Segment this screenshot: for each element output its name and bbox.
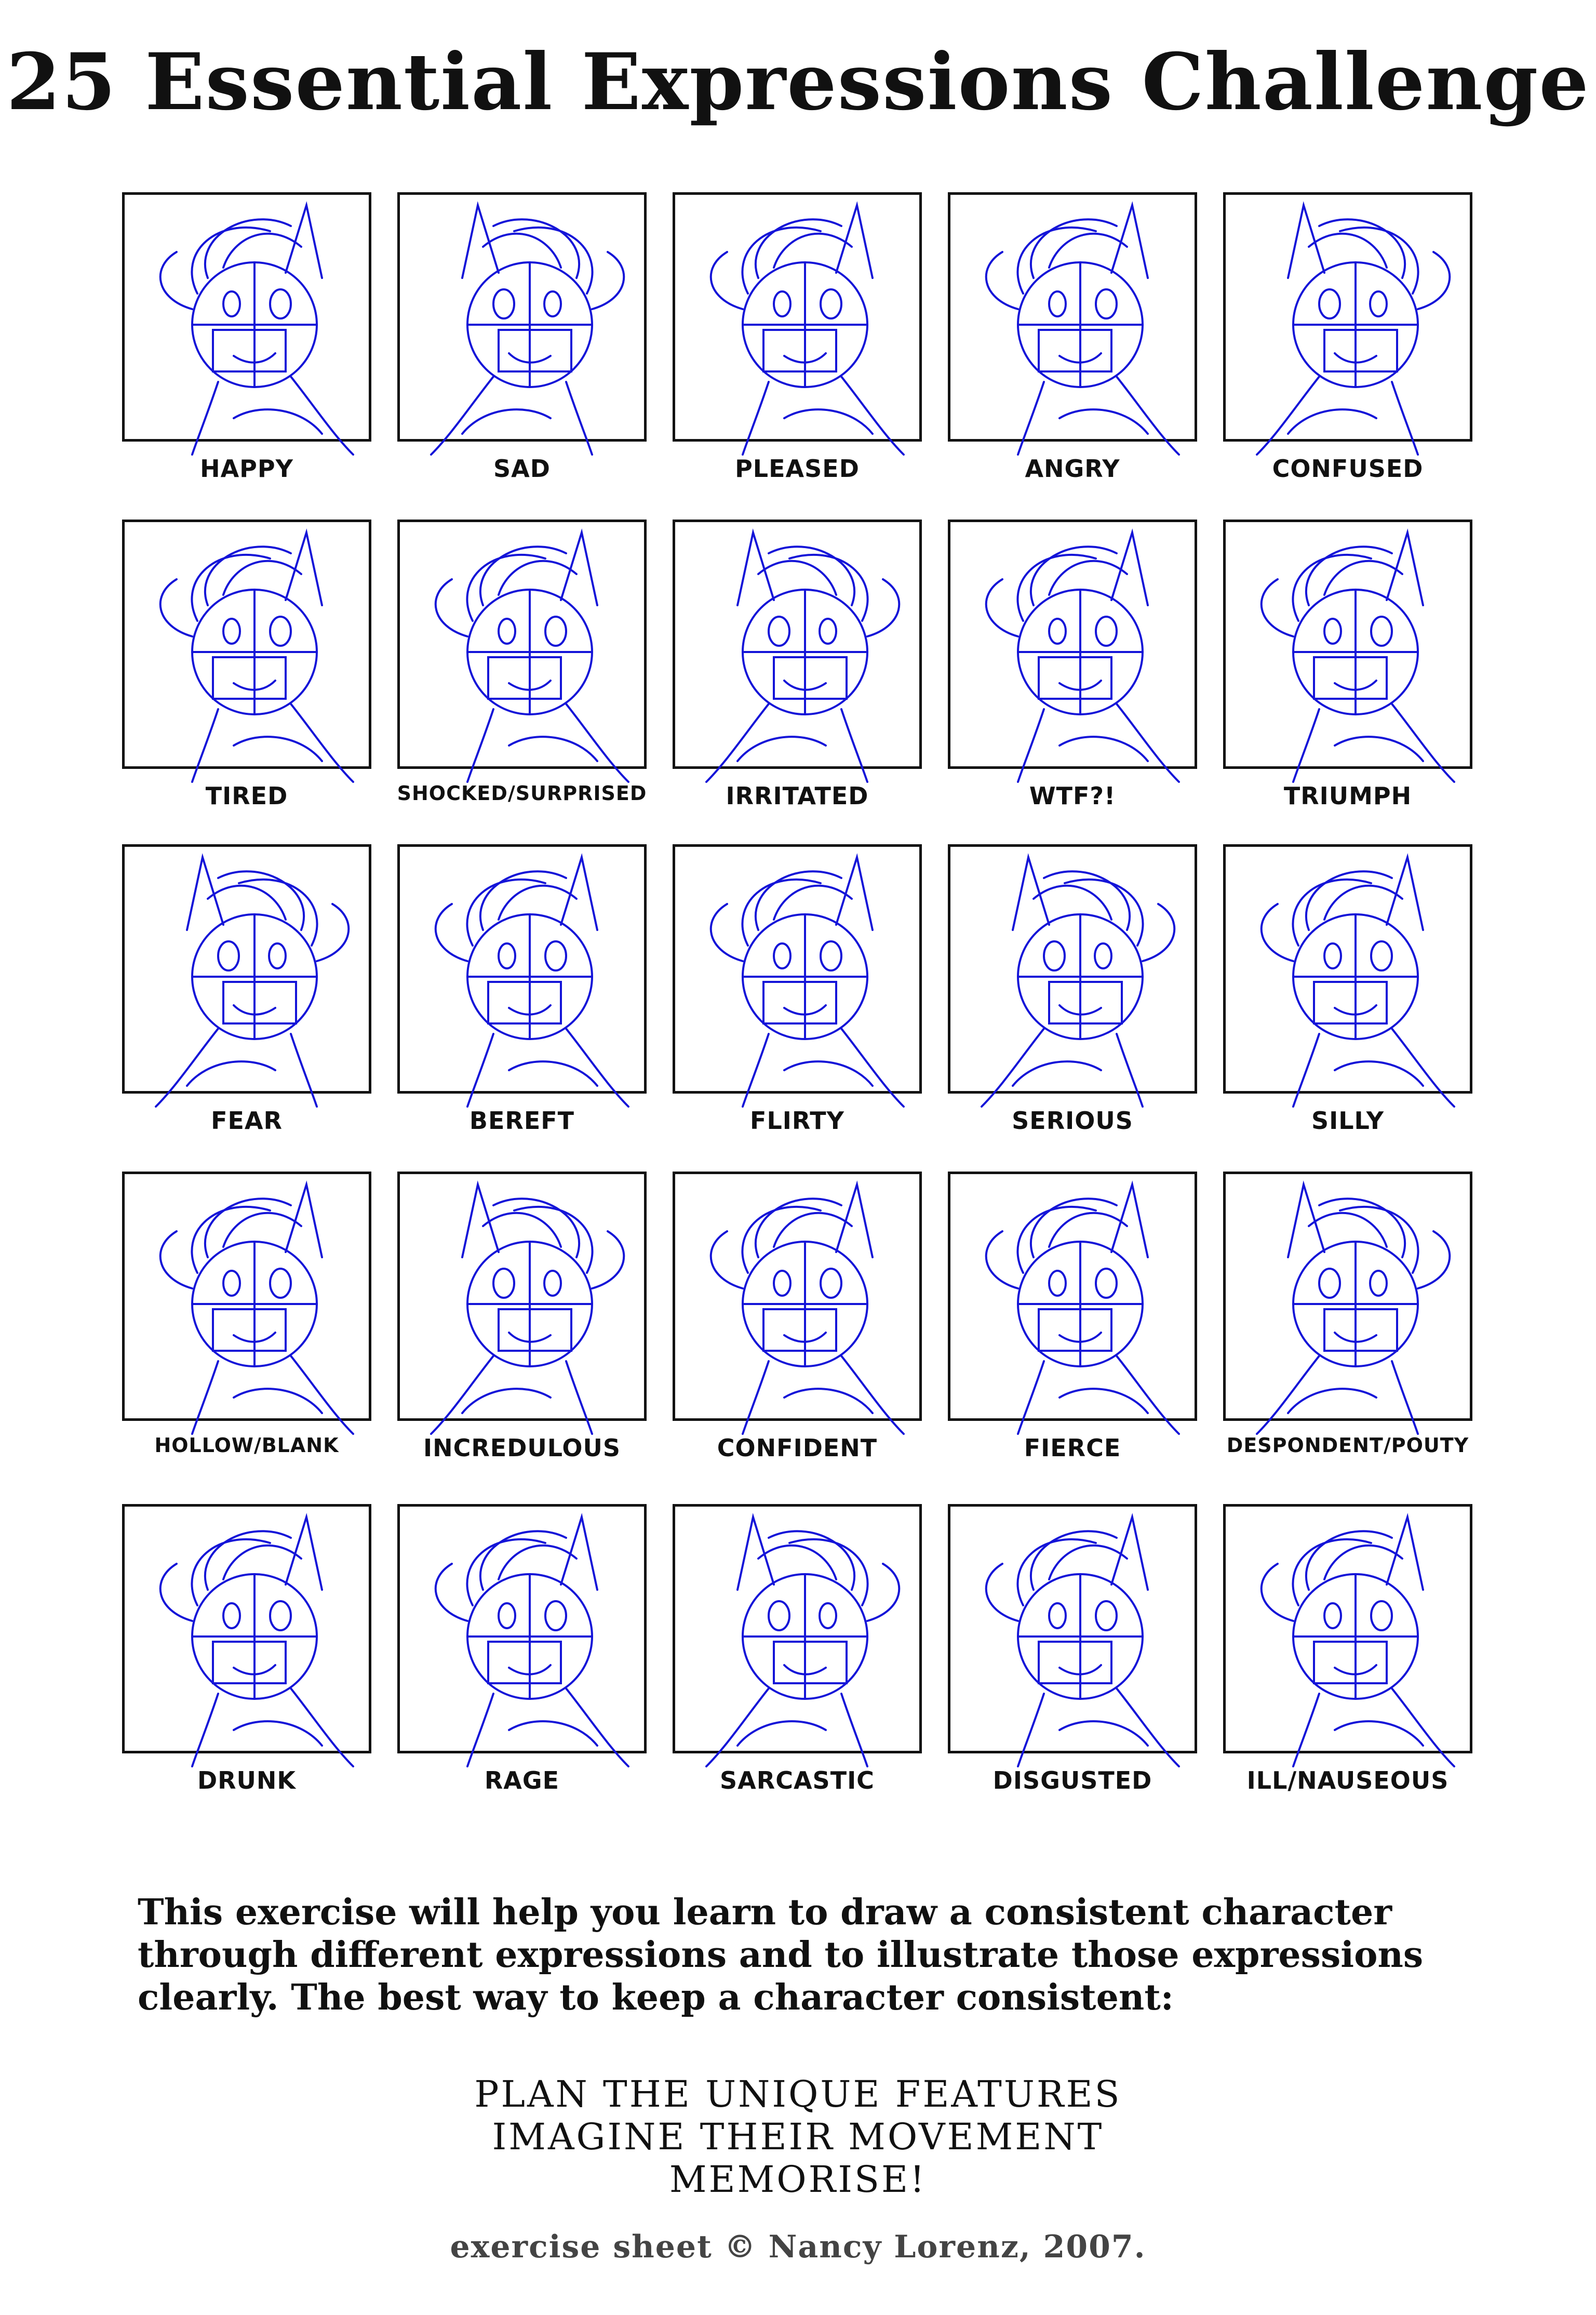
expression-sketch-frame	[1223, 192, 1472, 442]
expression-sketch-frame	[1223, 520, 1472, 769]
pony-sketch-illustration	[665, 826, 945, 1107]
expression-grid	[122, 192, 1478, 1813]
pony-sketch-illustration	[940, 501, 1221, 782]
expression-cell	[948, 520, 1202, 844]
expression-cell	[673, 1504, 927, 1828]
step-item: MEMORISE!	[669, 2158, 927, 2201]
expression-sketch-frame	[397, 192, 647, 442]
expression-label: FIERCE	[1024, 1434, 1121, 1462]
expression-cell	[122, 520, 377, 844]
pony-sketch-illustration	[1215, 826, 1496, 1107]
expression-cell	[122, 844, 377, 1168]
pony-sketch-illustration	[940, 1153, 1221, 1434]
expression-sketch-frame	[1223, 1504, 1472, 1753]
description-text: This exercise will help you learn to draw a consistent character through different expressions and to illustrate those expressions clearly. The best way to keep a character consistent:	[138, 1892, 1424, 2018]
expression-cell	[397, 192, 652, 516]
expression-sketch-frame	[673, 1504, 922, 1753]
expression-label: FEAR	[211, 1107, 283, 1135]
expression-cell	[673, 520, 927, 844]
expression-sketch-frame	[122, 520, 371, 769]
expression-sketch-frame	[673, 520, 922, 769]
expression-sketch-frame	[948, 1504, 1197, 1753]
expression-label: SERIOUS	[1012, 1107, 1133, 1135]
expression-cell	[122, 192, 377, 516]
expression-label: BEREFT	[469, 1107, 575, 1135]
expression-sketch-frame	[948, 1172, 1197, 1421]
expression-sketch-frame	[1223, 1172, 1472, 1421]
expression-label: PLEASED	[735, 455, 860, 483]
expression-sketch-frame	[948, 520, 1197, 769]
expression-label: ANGRY	[1025, 455, 1120, 483]
expression-label: HOLLOW/BLANK	[154, 1434, 339, 1457]
steps-list	[0, 2073, 1596, 2201]
expression-cell	[1223, 844, 1478, 1168]
step-item: PLAN THE UNIQUE FEATURES	[474, 2073, 1122, 2116]
pony-sketch-illustration	[1215, 501, 1496, 782]
pony-sketch-illustration	[665, 501, 945, 782]
expression-cell	[673, 1172, 927, 1496]
expression-cell	[948, 844, 1202, 1168]
expression-sketch-frame	[948, 844, 1197, 1094]
pony-sketch-illustration	[940, 826, 1221, 1107]
expression-label: INCREDULOUS	[423, 1434, 621, 1462]
expression-label: DISGUSTED	[993, 1766, 1152, 1794]
expression-cell	[948, 1172, 1202, 1496]
expression-label: TRIUMPH	[1283, 782, 1412, 810]
expression-label: HAPPY	[200, 455, 293, 483]
pony-sketch-illustration	[390, 174, 670, 455]
step-item: IMAGINE THEIR MOVEMENT	[492, 2116, 1104, 2158]
expression-cell	[122, 1172, 377, 1496]
pony-sketch-illustration	[114, 1153, 395, 1434]
pony-sketch-illustration	[1215, 1486, 1496, 1766]
pony-sketch-illustration	[665, 1486, 945, 1766]
expression-sketch-frame	[1223, 844, 1472, 1094]
expression-cell	[1223, 520, 1478, 844]
expression-sketch-frame	[122, 844, 371, 1094]
expression-sketch-frame	[122, 1504, 371, 1753]
expression-cell	[948, 192, 1202, 516]
pony-sketch-illustration	[390, 1486, 670, 1766]
credit-line: exercise sheet © Nancy Lorenz, 2007.	[450, 2229, 1146, 2265]
expression-label: FLIRTY	[750, 1107, 844, 1135]
expression-cell	[948, 1504, 1202, 1828]
expression-sketch-frame	[948, 192, 1197, 442]
expression-sketch-frame	[397, 1172, 647, 1421]
expression-sketch-frame	[397, 520, 647, 769]
pony-sketch-illustration	[1215, 1153, 1496, 1434]
expression-cell	[1223, 1172, 1478, 1496]
expression-cell	[397, 520, 652, 844]
expression-label: CONFUSED	[1272, 455, 1424, 483]
expression-label: RAGE	[484, 1766, 560, 1794]
expression-label: DESPONDENT/POUTY	[1226, 1434, 1469, 1457]
expression-sketch-frame	[122, 192, 371, 442]
expression-sketch-frame	[673, 1172, 922, 1421]
expression-cell	[397, 1504, 652, 1828]
expression-cell	[1223, 192, 1478, 516]
pony-sketch-illustration	[390, 826, 670, 1107]
expression-label: SILLY	[1311, 1107, 1384, 1135]
pony-sketch-illustration	[114, 501, 395, 782]
pony-sketch-illustration	[114, 1486, 395, 1766]
pony-sketch-illustration	[665, 1153, 945, 1434]
expression-label: SHOCKED/SURPRISED	[397, 782, 647, 805]
expression-sketch-frame	[673, 192, 922, 442]
expression-label: IRRITATED	[726, 782, 869, 810]
pony-sketch-illustration	[665, 174, 945, 455]
expression-cell	[397, 1172, 652, 1496]
page-title: 25 Essential Expressions Challenge	[6, 36, 1590, 128]
expression-cell	[673, 844, 927, 1168]
expression-cell	[673, 192, 927, 516]
expression-label: SARCASTIC	[720, 1766, 875, 1794]
expression-cell	[397, 844, 652, 1168]
expression-cell	[1223, 1504, 1478, 1828]
expression-label: SAD	[493, 455, 551, 483]
expression-label: WTF?!	[1029, 782, 1116, 810]
pony-sketch-illustration	[1215, 174, 1496, 455]
pony-sketch-illustration	[940, 1486, 1221, 1766]
expression-label: TIRED	[205, 782, 288, 810]
pony-sketch-illustration	[390, 1153, 670, 1434]
expression-sketch-frame	[122, 1172, 371, 1421]
expression-label: DRUNK	[197, 1766, 297, 1794]
expression-label: CONFIDENT	[717, 1434, 878, 1462]
expression-cell	[122, 1504, 377, 1828]
pony-sketch-illustration	[114, 826, 395, 1107]
expression-sketch-frame	[397, 844, 647, 1094]
expression-sketch-frame	[397, 1504, 647, 1753]
expression-label: ILL/NAUSEOUS	[1246, 1766, 1449, 1794]
pony-sketch-illustration	[390, 501, 670, 782]
pony-sketch-illustration	[940, 174, 1221, 455]
expression-sketch-frame	[673, 844, 922, 1094]
pony-sketch-illustration	[114, 174, 395, 455]
